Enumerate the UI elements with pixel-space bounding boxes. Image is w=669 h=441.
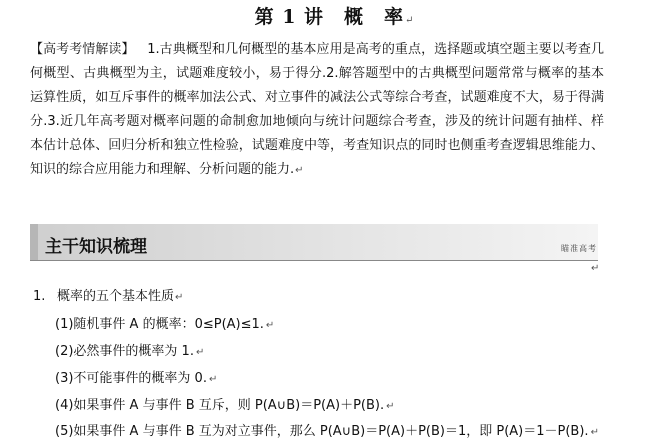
section-title: 主干知识梳理 — [45, 237, 147, 257]
property-text: (5)如果事件 A 与事件 B 互为对立事件，那么 P(A∪B)＝P(A)＋P(B)＝1，即 P(A)＝1－P(B). — [55, 424, 589, 439]
property-text: (4)如果事件 A 与事件 B 互斥，则 P(A∪B)＝P(A)＋P(B). — [55, 398, 385, 413]
property-line — [55, 313, 274, 332]
paragraph-mark-icon: ↵ — [590, 427, 599, 438]
paragraph-mark-icon: ↵ — [386, 401, 395, 412]
paragraph-mark-icon: ↵ — [405, 15, 415, 26]
exam-analysis-paragraph — [30, 38, 604, 183]
property-text: (2)必然事件的概率为 1. — [55, 344, 194, 359]
section-right-label: 瞄准高考 — [561, 244, 597, 253]
list-item-number: 1. — [33, 289, 46, 304]
section-header-accent — [30, 224, 38, 260]
property-line — [55, 420, 599, 439]
paragraph-mark-icon: ↵ — [591, 263, 600, 274]
section-divider — [30, 260, 598, 261]
list-item-heading-text: 概率的五个基本性质 — [57, 289, 175, 304]
property-text: (3)不可能事件的概率为 0. — [55, 371, 207, 386]
exam-analysis-tag: 【高考考情解读】 — [30, 42, 135, 57]
lesson-title-text: 第 1 讲 概 率 — [254, 6, 405, 28]
paragraph-mark-icon: ↵ — [195, 347, 205, 358]
exam-analysis-text: 1.古典概型和几何概型的基本应用是高考的重点，选择题或填空题主要以考查几何概型、古典概型为主，试题难度较小，易于得分.2.解答题型中的古典概型问题常常与概率的基本运算性质，如互斥事件的概率加法公式、对立事件的减法公式等综合考查，试题难度不大，易于得满分.3.近几年高考题对概率问题的命制愈加地倾向与统计问题综合考查，涉及的统计问题有抽样、样本估计总体、回归分析和独立性检验，试题难度中等，考查知识点的同时也侧重考查逻辑思维能力、知识的综合应用能力和理解、分析问题的能力. — [30, 42, 604, 177]
property-line — [55, 367, 217, 386]
property-line — [55, 394, 395, 413]
lesson-title — [0, 2, 669, 29]
property-text: (1)随机事件 A 的概率：0≤P(A)≤1. — [55, 317, 264, 332]
paragraph-mark-icon: ↵ — [175, 292, 184, 303]
list-item-heading — [33, 285, 183, 304]
paragraph-mark-icon: ↵ — [208, 374, 218, 385]
property-line — [55, 340, 204, 359]
paragraph-mark-icon: ↵ — [265, 320, 275, 331]
paragraph-mark-icon: ↵ — [295, 165, 304, 176]
